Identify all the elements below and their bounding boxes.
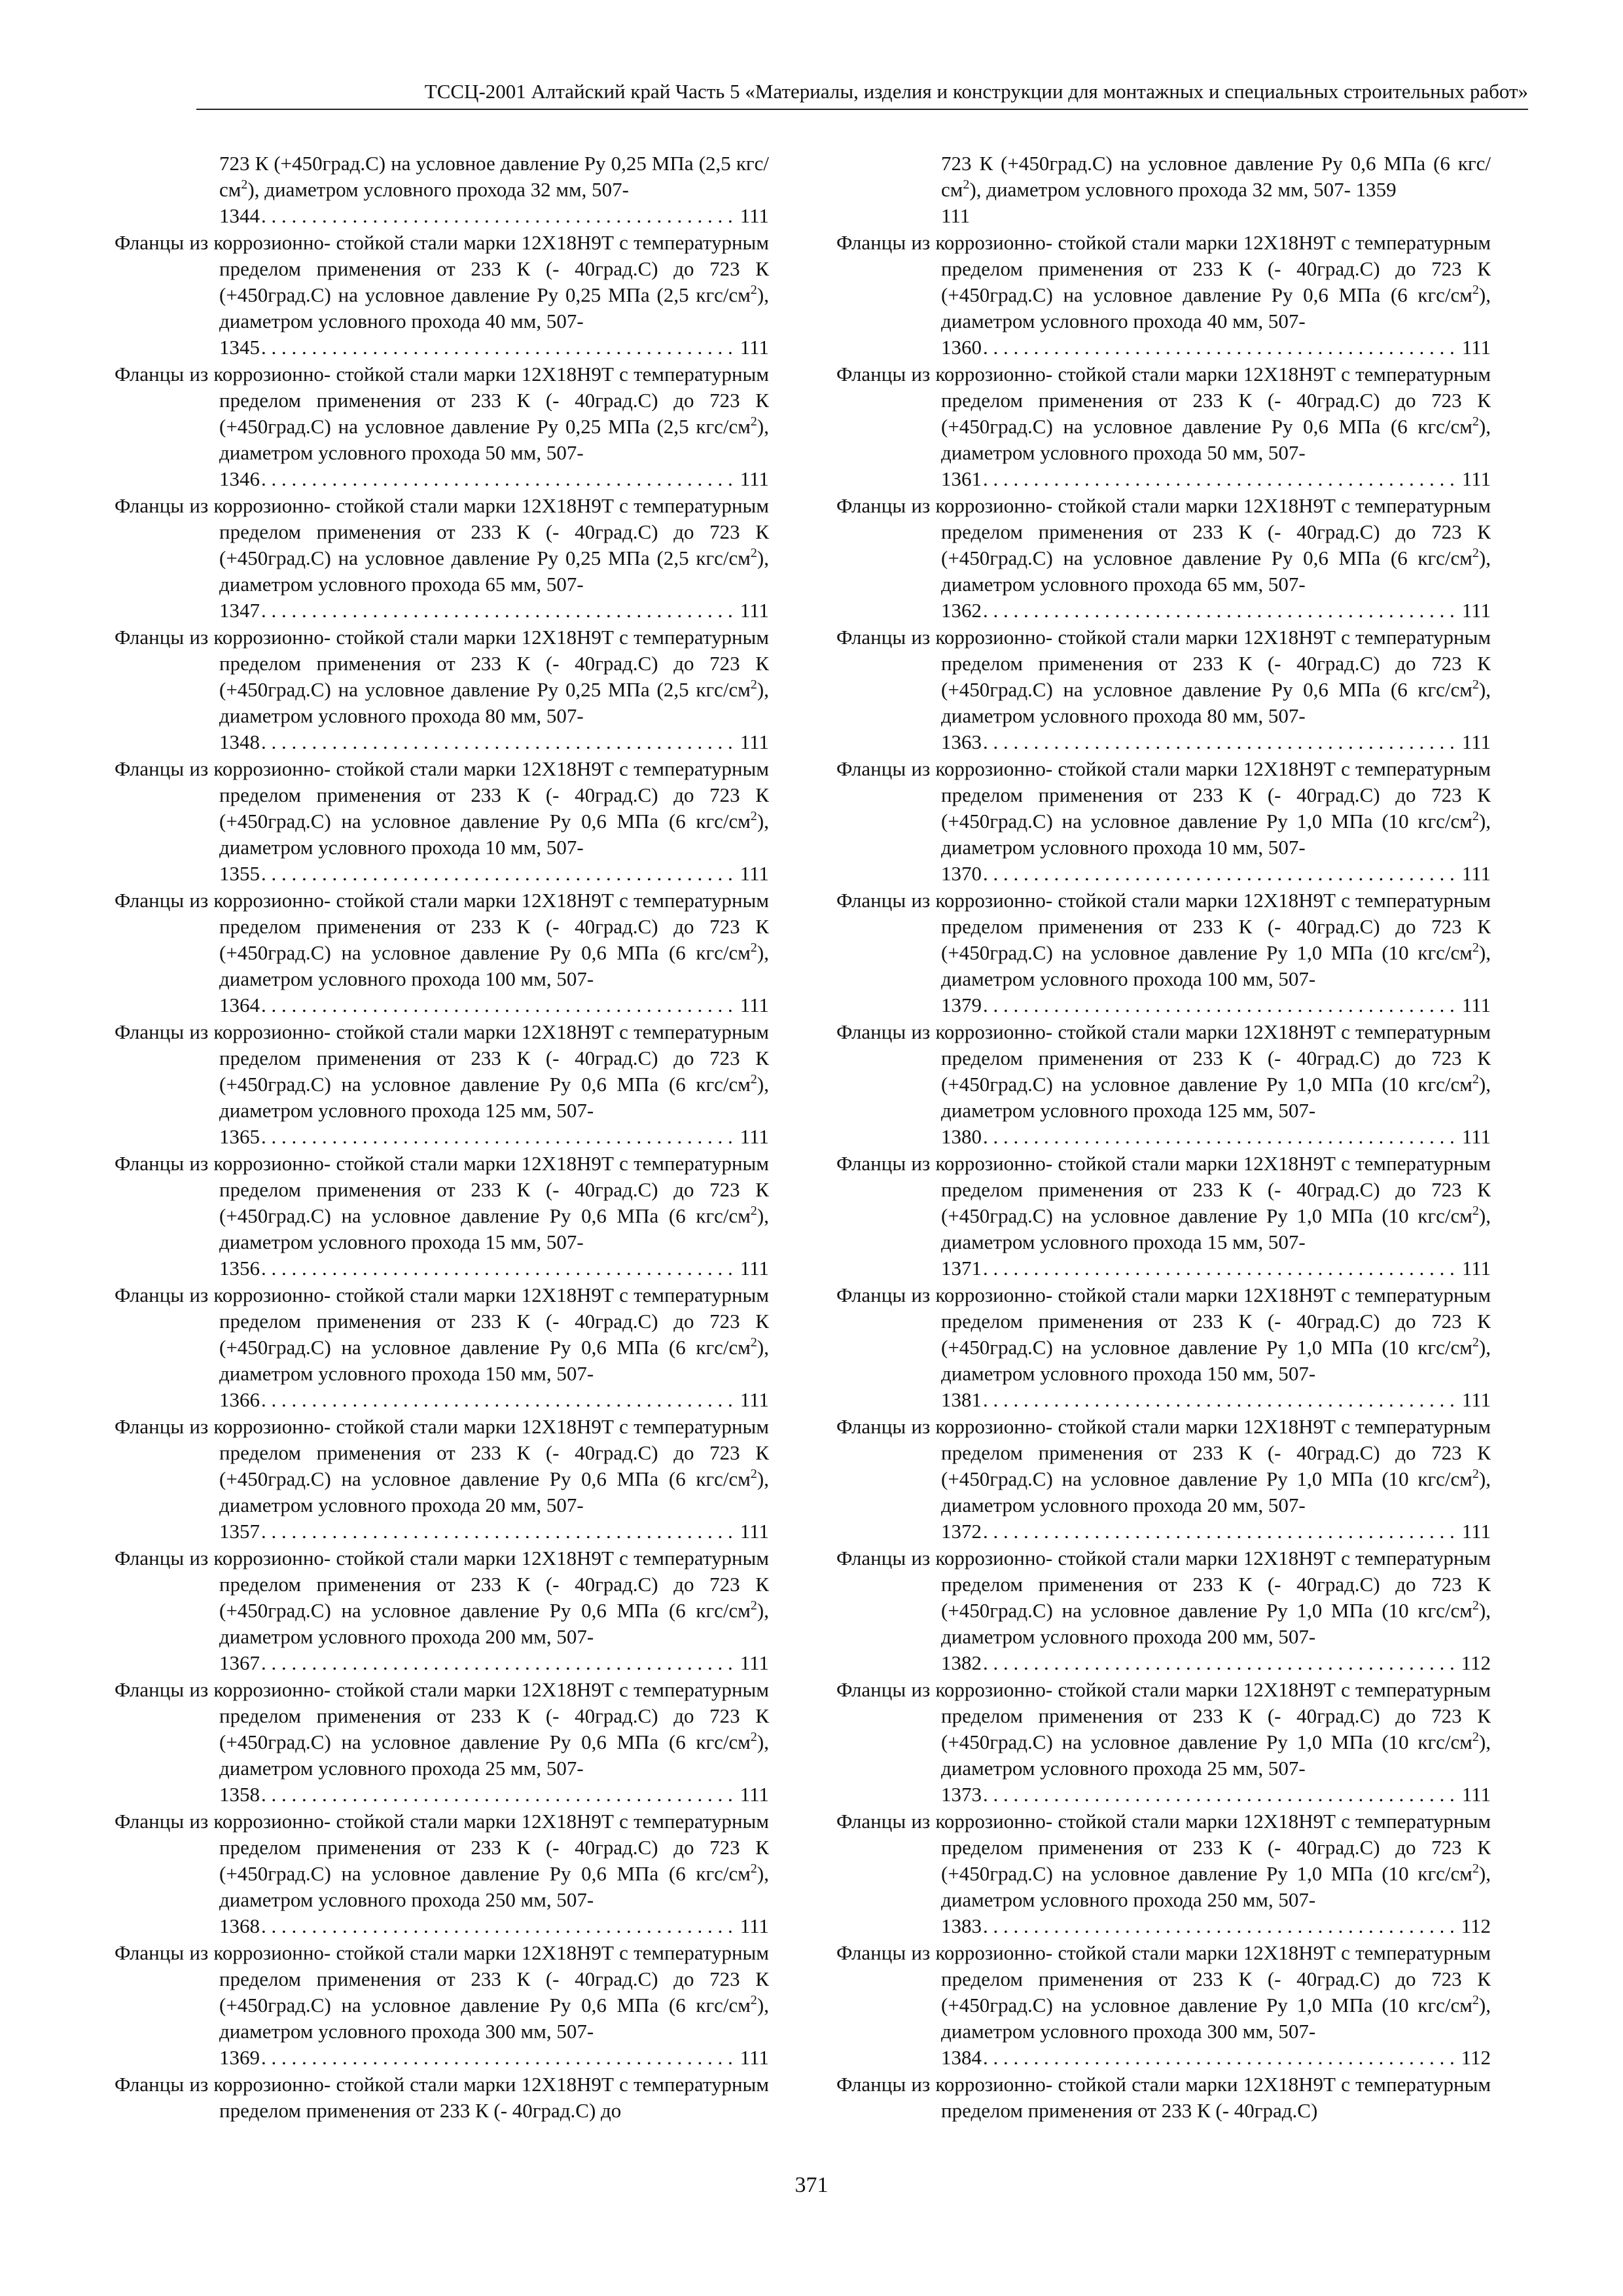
entry-text: Фланцы из коррозионно- стойкой стали марки 12Х18Н9Т с температурным пределом применения от 233 К (- 40град.С) до 723 К (+450град.С) на условное давление Ру 0,6 МПа (6 кгс/см [115, 1547, 769, 1622]
dot-leader [983, 861, 1461, 887]
entry-page: 111 [740, 1783, 769, 1806]
leader-line [941, 1650, 1491, 1676]
dot-leader [983, 1124, 1461, 1150]
index-entry [115, 493, 769, 624]
index-entry [115, 1019, 769, 1150]
entry-page: 111 [1461, 599, 1491, 622]
leader-line [219, 598, 769, 624]
entry-diameter: ), диаметром условного прохода 150 мм, 507- [941, 1336, 1491, 1385]
entry-diameter: ), диаметром условного прохода 40 мм, 507- [941, 283, 1491, 332]
entry-page: 111 [740, 467, 769, 490]
dot-leader [983, 1387, 1461, 1413]
entry-code: 1373 [941, 1783, 982, 1806]
entry-text: 723 К (+450град.С) на условное давление Ру 0,25 МПа (2,5 кгс/см [219, 152, 769, 201]
entry-text: Фланцы из коррозионно- стойкой стали марки 12Х18Н9Т с температурным пределом применения от 233 К (- 40град.С) до 723 К (+450град.С) на условное давление Ру 1,0 МПа (10 кгс/см [836, 1810, 1491, 1885]
index-entry [836, 1019, 1491, 1150]
entry-diameter: ), диаметром условного прохода 10 мм, 507- [941, 810, 1491, 859]
leader-line [219, 729, 769, 755]
leader-line [941, 1387, 1491, 1413]
leader-line [941, 466, 1491, 492]
index-entry [836, 1808, 1491, 1939]
superscript: 2 [750, 1467, 757, 1481]
superscript: 2 [241, 177, 248, 192]
superscript: 2 [750, 1072, 757, 1086]
superscript: 2 [750, 1861, 757, 1876]
index-entry [115, 756, 769, 887]
entry-code: 1372 [941, 1520, 982, 1543]
index-entry-truncated [836, 2072, 1491, 2124]
entry-page: 111 [1461, 1257, 1491, 1280]
superscript: 2 [750, 941, 757, 955]
entry-diameter: ), диаметром условного прохода 100 мм, 507- [219, 941, 769, 990]
leader-line [219, 1255, 769, 1282]
superscript: 2 [1472, 1730, 1479, 1744]
entry-page: 111 [740, 1520, 769, 1543]
index-entry [836, 1414, 1491, 1545]
leader-line [219, 1782, 769, 1808]
entry-text: Фланцы из коррозионно- стойкой стали марки 12Х18Н9Т с температурным пределом применения от 233 К (- 40град.С) до 723 К (+450град.С) на условное давление Ру 0,6 МПа (6 кгс/см [115, 1941, 769, 2017]
entry-text: Фланцы из коррозионно- стойкой стали марки 12Х18Н9Т с температурным пределом применения от 233 К (- 40град.С) до [115, 2073, 769, 2122]
entry-text: Фланцы из коррозионно- стойкой стали марки 12Х18Н9Т с температурным пределом применения от 233 К (- 40град.С) до 723 К (+450град.С) на условное давление Ру 1,0 МПа (10 кгс/см [836, 1020, 1491, 1096]
entry-diameter: ), диаметром условного прохода 250 мм, 507- [941, 1862, 1491, 1911]
superscript: 2 [1472, 1335, 1479, 1350]
entry-code: 1383 [941, 1914, 982, 1937]
entry-text: Фланцы из коррозионно- стойкой стали марки 12Х18Н9Т с температурным пределом применения от 233 К (- 40град.С) до 723 К (+450град.С) на условное давление Ру 0,6 МПа (6 кгс/см [115, 1678, 769, 1753]
page-header [196, 77, 1528, 110]
dot-leader [983, 1255, 1461, 1282]
entry-page: 111 [740, 336, 769, 359]
index-entry [115, 361, 769, 492]
index-entry-truncated [115, 2072, 769, 2124]
entry-text: Фланцы из коррозионно- стойкой стали марки 12Х18Н9Т с температурным пределом применения от 233 К (- 40град.С) до 723 К (+450град.С) на условное давление Ру 0,6 МПа (6 кгс/см [836, 231, 1491, 306]
leader-line [941, 861, 1491, 887]
index-entry [836, 1151, 1491, 1282]
entry-page: 111 [1461, 467, 1491, 490]
entry-code: 1365 [219, 1125, 260, 1148]
entry-code: 1360 [941, 336, 982, 359]
entry-diameter: ), диаметром условного прохода 80 мм, 507- [219, 678, 769, 727]
entry-text: Фланцы из коррозионно- стойкой стали марки 12Х18Н9Т с температурным пределом применения от 233 К (- 40град.С) до 723 К (+450град.С) на условное давление Ру 1,0 МПа (10 кгс/см [836, 1941, 1491, 2017]
entry-diameter: ), диаметром условного прохода 300 мм, 507- [219, 1994, 769, 2043]
index-entry [115, 1282, 769, 1413]
dot-leader [983, 466, 1461, 492]
entry-text: Фланцы из коррозионно- стойкой стали марки 12Х18Н9Т с температурным пределом применения от 233 К (- 40град.С) до 723 К (+450град.С) на условное давление Ру 0,25 МПа (2,5 кгс/см [115, 231, 769, 306]
entry-diameter: ), диаметром условного прохода 15 мм, 507- [941, 1204, 1491, 1253]
entry-page: 112 [1461, 2046, 1491, 2069]
index-entry [836, 230, 1491, 361]
entry-code: 1363 [941, 730, 982, 753]
entry-text: Фланцы из коррозионно- стойкой стали марки 12Х18Н9Т с температурным пределом применения от 233 К (- 40град.С) [836, 2073, 1491, 2122]
superscript: 2 [1472, 1598, 1479, 1613]
leader-line [941, 1782, 1491, 1808]
index-entry [115, 1414, 769, 1545]
entry-page: 111 [740, 862, 769, 885]
entry-code: 1357 [219, 1520, 260, 1543]
index-column-left [115, 151, 769, 2125]
leader-line [941, 2045, 1491, 2071]
entry-diameter: ), диаметром условного прохода 20 мм, 507- [941, 1467, 1491, 1516]
superscript: 2 [1472, 941, 1479, 955]
index-entry [115, 1545, 769, 1676]
entry-page: 111 [740, 1388, 769, 1411]
leader-line [219, 334, 769, 361]
entry-page: 111 [740, 1125, 769, 1148]
entry-code: 1379 [941, 994, 982, 1016]
entry-code: 1367 [219, 1651, 260, 1674]
entry-diameter: ), диаметром условного прохода 100 мм, 507- [941, 941, 1491, 990]
entry-diameter: ), диаметром условного прохода 80 мм, 507- [941, 678, 1491, 727]
dot-leader [983, 334, 1461, 361]
index-entry [836, 1545, 1491, 1676]
entry-page: 111 [740, 730, 769, 753]
entry-code: 1355 [219, 862, 260, 885]
entry-code: 1361 [941, 467, 982, 490]
index-entry [836, 361, 1491, 492]
entry-page: 111 [740, 994, 769, 1016]
entry-page: 111 [1461, 1520, 1491, 1543]
entry-text: Фланцы из коррозионно- стойкой стали марки 12Х18Н9Т с температурным пределом применения от 233 К (- 40град.С) до 723 К (+450град.С) на условное давление Ру 0,25 МПа (2,5 кгс/см [115, 626, 769, 701]
entry-code: 1382 [941, 1651, 982, 1674]
entry-code: 1364 [219, 994, 260, 1016]
entry-text: Фланцы из коррозионно- стойкой стали марки 12Х18Н9Т с температурным пределом применения от 233 К (- 40град.С) до 723 К (+450град.С) на условное давление Ру 0,6 МПа (6 кгс/см [115, 889, 769, 964]
index-entry [115, 1151, 769, 1282]
dot-leader [261, 1124, 739, 1150]
leader-line [219, 1650, 769, 1676]
entry-diameter: ), диаметром условного прохода 300 мм, 507- [941, 1994, 1491, 2043]
index-entry [115, 888, 769, 1018]
dot-leader [261, 1387, 739, 1413]
entry-page: 111 [740, 2046, 769, 2069]
leader-line [941, 1518, 1491, 1545]
entry-page: 111 [1461, 1388, 1491, 1411]
entry-page: 111 [1461, 862, 1491, 885]
superscript: 2 [963, 177, 970, 192]
superscript: 2 [750, 1335, 757, 1350]
leader-line [219, 1518, 769, 1545]
superscript: 2 [1472, 283, 1479, 297]
entry-diameter: ), диаметром условного прохода 65 мм, 507- [941, 547, 1491, 596]
superscript: 2 [1472, 1467, 1479, 1481]
entry-diameter: ), диаметром условного прохода 32 мм, 507- [247, 178, 629, 201]
dot-leader [261, 1518, 739, 1545]
entry-text: Фланцы из коррозионно- стойкой стали марки 12Х18Н9Т с температурным пределом применения от 233 К (- 40град.С) до 723 К (+450град.С) на условное давление Ру 1,0 МПа (10 кгс/см [836, 1283, 1491, 1359]
superscript: 2 [750, 809, 757, 823]
leader-line [219, 1913, 769, 1939]
entry-diameter: ), диаметром условного прохода 25 мм, 507- [219, 1731, 769, 1780]
entry-page: 111 [740, 1257, 769, 1280]
entry-text: Фланцы из коррозионно- стойкой стали марки 12Х18Н9Т с температурным пределом применения от 233 К (- 40град.С) до 723 К (+450град.С) на условное давление Ру 0,6 МПа (6 кгс/см [836, 626, 1491, 701]
entry-text: Фланцы из коррозионно- стойкой стали марки 12Х18Н9Т с температурным пределом применения от 233 К (- 40град.С) до 723 К (+450град.С) на условное давление Ру 0,6 МПа (6 кгс/см [115, 1283, 769, 1359]
entry-diameter: ), диаметром условного прохода 50 мм, 507- [219, 415, 769, 464]
entry-code: 1368 [219, 1914, 260, 1937]
entry-page: 111 [740, 204, 769, 227]
entry-code: 1369 [219, 2046, 260, 2069]
entry-code: 1348 [219, 730, 260, 753]
dot-leader [983, 729, 1461, 755]
dot-leader [261, 1255, 739, 1282]
entry-text: Фланцы из коррозионно- стойкой стали марки 12Х18Н9Т с температурным пределом применения от 233 К (- 40град.С) до 723 К (+450град.С) на условное давление Ру 0,6 МПа (6 кгс/см [836, 363, 1491, 438]
entry-page: 111 [1461, 336, 1491, 359]
entry-text: Фланцы из коррозионно- стойкой стали марки 12Х18Н9Т с температурным пределом применения от 233 К (- 40град.С) до 723 К (+450град.С) на условное давление Ру 0,6 МПа (6 кгс/см [115, 1152, 769, 1227]
entry-page: 111 [1461, 1783, 1491, 1806]
index-column-right [836, 151, 1491, 2125]
header-title: ТССЦ-2001 Алтайский край Часть 5 «Материалы, изделия и конструкции для монтажных и специальных строительных работ» [424, 80, 1528, 103]
dot-leader [261, 729, 739, 755]
leader-line [941, 598, 1491, 624]
entry-text: Фланцы из коррозионно- стойкой стали марки 12Х18Н9Т с температурным пределом применения от 233 К (- 40град.С) до 723 К (+450град.С) на условное давление Ру 1,0 МПа (10 кгс/см [836, 1152, 1491, 1227]
dot-leader [261, 1782, 739, 1808]
entry-page: 111 [1461, 730, 1491, 753]
superscript: 2 [750, 283, 757, 297]
entry-page: 112 [1461, 1914, 1491, 1937]
entry-page: 111 [941, 204, 971, 227]
superscript: 2 [750, 1993, 757, 2007]
entry-diameter: ), диаметром условного прохода 250 мм, 507- [219, 1862, 769, 1911]
entry-code: 1362 [941, 599, 982, 622]
leader-line [219, 466, 769, 492]
index-entry [115, 624, 769, 755]
entry-diameter: ), диаметром условного прохода 32 мм, 507- 1359 [969, 178, 1397, 201]
dot-leader [983, 1518, 1461, 1545]
entry-code: 1380 [941, 1125, 982, 1148]
entry-page: 111 [1461, 994, 1491, 1016]
page-number: 371 [794, 2173, 829, 2197]
leader-line [941, 729, 1491, 755]
entry-text: Фланцы из коррозионно- стойкой стали марки 12Х18Н9Т с температурным пределом применения от 233 К (- 40град.С) до 723 К (+450град.С) на условное давление Ру 1,0 МПа (10 кгс/см [836, 1415, 1491, 1490]
index-entry-continued [115, 151, 769, 229]
entry-text: Фланцы из коррозионно- стойкой стали марки 12Х18Н9Т с температурным пределом применения от 233 К (- 40град.С) до 723 К (+450град.С) на условное давление Ру 0,25 МПа (2,5 кгс/см [115, 363, 769, 438]
entry-diameter: ), диаметром условного прохода 10 мм, 507- [219, 810, 769, 859]
entry-diameter: ), диаметром условного прохода 20 мм, 507- [219, 1467, 769, 1516]
entry-code: 1366 [219, 1388, 260, 1411]
entry-code: 1370 [941, 862, 982, 885]
index-entry [836, 1940, 1491, 2071]
leader-line [941, 1124, 1491, 1150]
index-entry [115, 230, 769, 361]
dot-leader [261, 598, 739, 624]
index-entry [115, 1677, 769, 1808]
entry-text: Фланцы из коррозионно- стойкой стали марки 12Х18Н9Т с температурным пределом применения от 233 К (- 40град.С) до 723 К (+450град.С) на условное давление Ру 0,6 МПа (6 кгс/см [836, 494, 1491, 569]
entry-text: Фланцы из коррозионно- стойкой стали марки 12Х18Н9Т с температурным пределом применения от 233 К (- 40град.С) до 723 К (+450град.С) на условное давление Ру 0,6 МПа (6 кгс/см [115, 757, 769, 833]
entry-code: 1358 [219, 1783, 260, 1806]
index-entry [836, 1677, 1491, 1808]
entry-code: 1371 [941, 1257, 982, 1280]
dot-leader [261, 203, 739, 229]
index-entry [115, 1808, 769, 1939]
entry-code: 1347 [219, 599, 260, 622]
entry-code: 1381 [941, 1388, 982, 1411]
leader-line [219, 992, 769, 1018]
superscript: 2 [750, 1730, 757, 1744]
dot-leader [983, 1782, 1461, 1808]
entry-text: Фланцы из коррозионно- стойкой стали марки 12Х18Н9Т с температурным пределом применения от 233 К (- 40град.С) до 723 К (+450град.С) на условное давление Ру 0,6 МПа (6 кгс/см [115, 1810, 769, 1885]
superscript: 2 [1472, 1993, 1479, 2007]
superscript: 2 [750, 677, 757, 692]
entry-diameter: ), диаметром условного прохода 125 мм, 507- [941, 1073, 1491, 1122]
entry-text: Фланцы из коррозионно- стойкой стали марки 12Х18Н9Т с температурным пределом применения от 233 К (- 40град.С) до 723 К (+450град.С) на условное давление Ру 1,0 МПа (10 кгс/см [836, 1547, 1491, 1622]
entry-page: 111 [1461, 1125, 1491, 1148]
leader-line [941, 992, 1491, 1018]
dot-leader [261, 861, 739, 887]
index-entry [836, 1282, 1491, 1413]
dot-leader [983, 1650, 1460, 1676]
index-entry [836, 624, 1491, 755]
entry-text: Фланцы из коррозионно- стойкой стали марки 12Х18Н9Т с температурным пределом применения от 233 К (- 40град.С) до 723 К (+450град.С) на условное давление Ру 1,0 МПа (10 кгс/см [836, 1678, 1491, 1753]
superscript: 2 [750, 1598, 757, 1613]
entry-diameter: ), диаметром условного прохода 125 мм, 507- [219, 1073, 769, 1122]
dot-leader [261, 992, 739, 1018]
index-entry [836, 756, 1491, 887]
entry-code: 1344 [219, 204, 260, 227]
entry-diameter: ), диаметром условного прохода 150 мм, 507- [219, 1336, 769, 1385]
index-entry [836, 888, 1491, 1018]
superscript: 2 [750, 1204, 757, 1218]
entry-diameter: ), диаметром условного прохода 15 мм, 507- [219, 1204, 769, 1253]
entry-page: 111 [740, 1651, 769, 1674]
entry-text: Фланцы из коррозионно- стойкой стали марки 12Х18Н9Т с температурным пределом применения от 233 К (- 40град.С) до 723 К (+450град.С) на условное давление Ру 1,0 МПа (10 кгс/см [836, 889, 1491, 964]
superscript: 2 [1472, 546, 1479, 560]
entry-text: Фланцы из коррозионно- стойкой стали марки 12Х18Н9Т с температурным пределом применения от 233 К (- 40град.С) до 723 К (+450град.С) на условное давление Ру 1,0 МПа (10 кгс/см [836, 757, 1491, 833]
leader-line [219, 861, 769, 887]
superscript: 2 [1472, 809, 1479, 823]
entry-diameter: ), диаметром условного прохода 40 мм, 507- [219, 283, 769, 332]
entry-diameter: ), диаметром условного прохода 200 мм, 507- [941, 1599, 1491, 1648]
entry-text: Фланцы из коррозионно- стойкой стали марки 12Х18Н9Т с температурным пределом применения от 233 К (- 40град.С) до 723 К (+450град.С) на условное давление Ру 0,25 МПа (2,5 кгс/см [115, 494, 769, 569]
superscript: 2 [1472, 1204, 1479, 1218]
dot-leader [983, 2045, 1460, 2071]
entry-diameter: ), диаметром условного прохода 200 мм, 507- [219, 1599, 769, 1648]
superscript: 2 [1472, 1072, 1479, 1086]
entry-diameter: ), диаметром условного прохода 25 мм, 507- [941, 1731, 1491, 1780]
leader-line [941, 1913, 1491, 1939]
entry-text: Фланцы из коррозионно- стойкой стали марки 12Х18Н9Т с температурным пределом применения от 233 К (- 40град.С) до 723 К (+450град.С) на условное давление Ру 0,6 МПа (6 кгс/см [115, 1415, 769, 1490]
superscript: 2 [1472, 1861, 1479, 1876]
leader-line [219, 1124, 769, 1150]
leader-line [941, 1255, 1491, 1282]
leader-line [219, 203, 769, 229]
dot-leader [983, 992, 1461, 1018]
index-entry [836, 493, 1491, 624]
entry-code: 1384 [941, 2046, 982, 2069]
superscript: 2 [1472, 414, 1479, 429]
entry-diameter: ), диаметром условного прохода 65 мм, 507- [219, 547, 769, 596]
superscript: 2 [750, 414, 757, 429]
entry-diameter: ), диаметром условного прохода 50 мм, 507- [941, 415, 1491, 464]
entry-text: 723 К (+450град.С) на условное давление Ру 0,6 МПа (6 кгс/см [941, 152, 1491, 201]
dot-leader [261, 2045, 739, 2071]
dot-leader [983, 1913, 1460, 1939]
dot-leader [261, 1650, 739, 1676]
entry-page: 111 [740, 1914, 769, 1937]
leader-line [941, 334, 1491, 361]
dot-leader [983, 598, 1461, 624]
dot-leader [261, 466, 739, 492]
dot-leader [261, 1913, 739, 1939]
index-entry-continued [836, 151, 1491, 229]
entry-text: Фланцы из коррозионно- стойкой стали марки 12Х18Н9Т с температурным пределом применения от 233 К (- 40град.С) до 723 К (+450град.С) на условное давление Ру 0,6 МПа (6 кгс/см [115, 1020, 769, 1096]
leader-line [219, 2045, 769, 2071]
superscript: 2 [1472, 677, 1479, 692]
superscript: 2 [750, 546, 757, 560]
entry-code: 1345 [219, 336, 260, 359]
entry-page: 111 [740, 599, 769, 622]
index-entry [115, 1940, 769, 2071]
dot-leader [261, 334, 739, 361]
entry-code: 1356 [219, 1257, 260, 1280]
leader-line [219, 1387, 769, 1413]
entry-page: 112 [1461, 1651, 1491, 1674]
entry-code: 1346 [219, 467, 260, 490]
